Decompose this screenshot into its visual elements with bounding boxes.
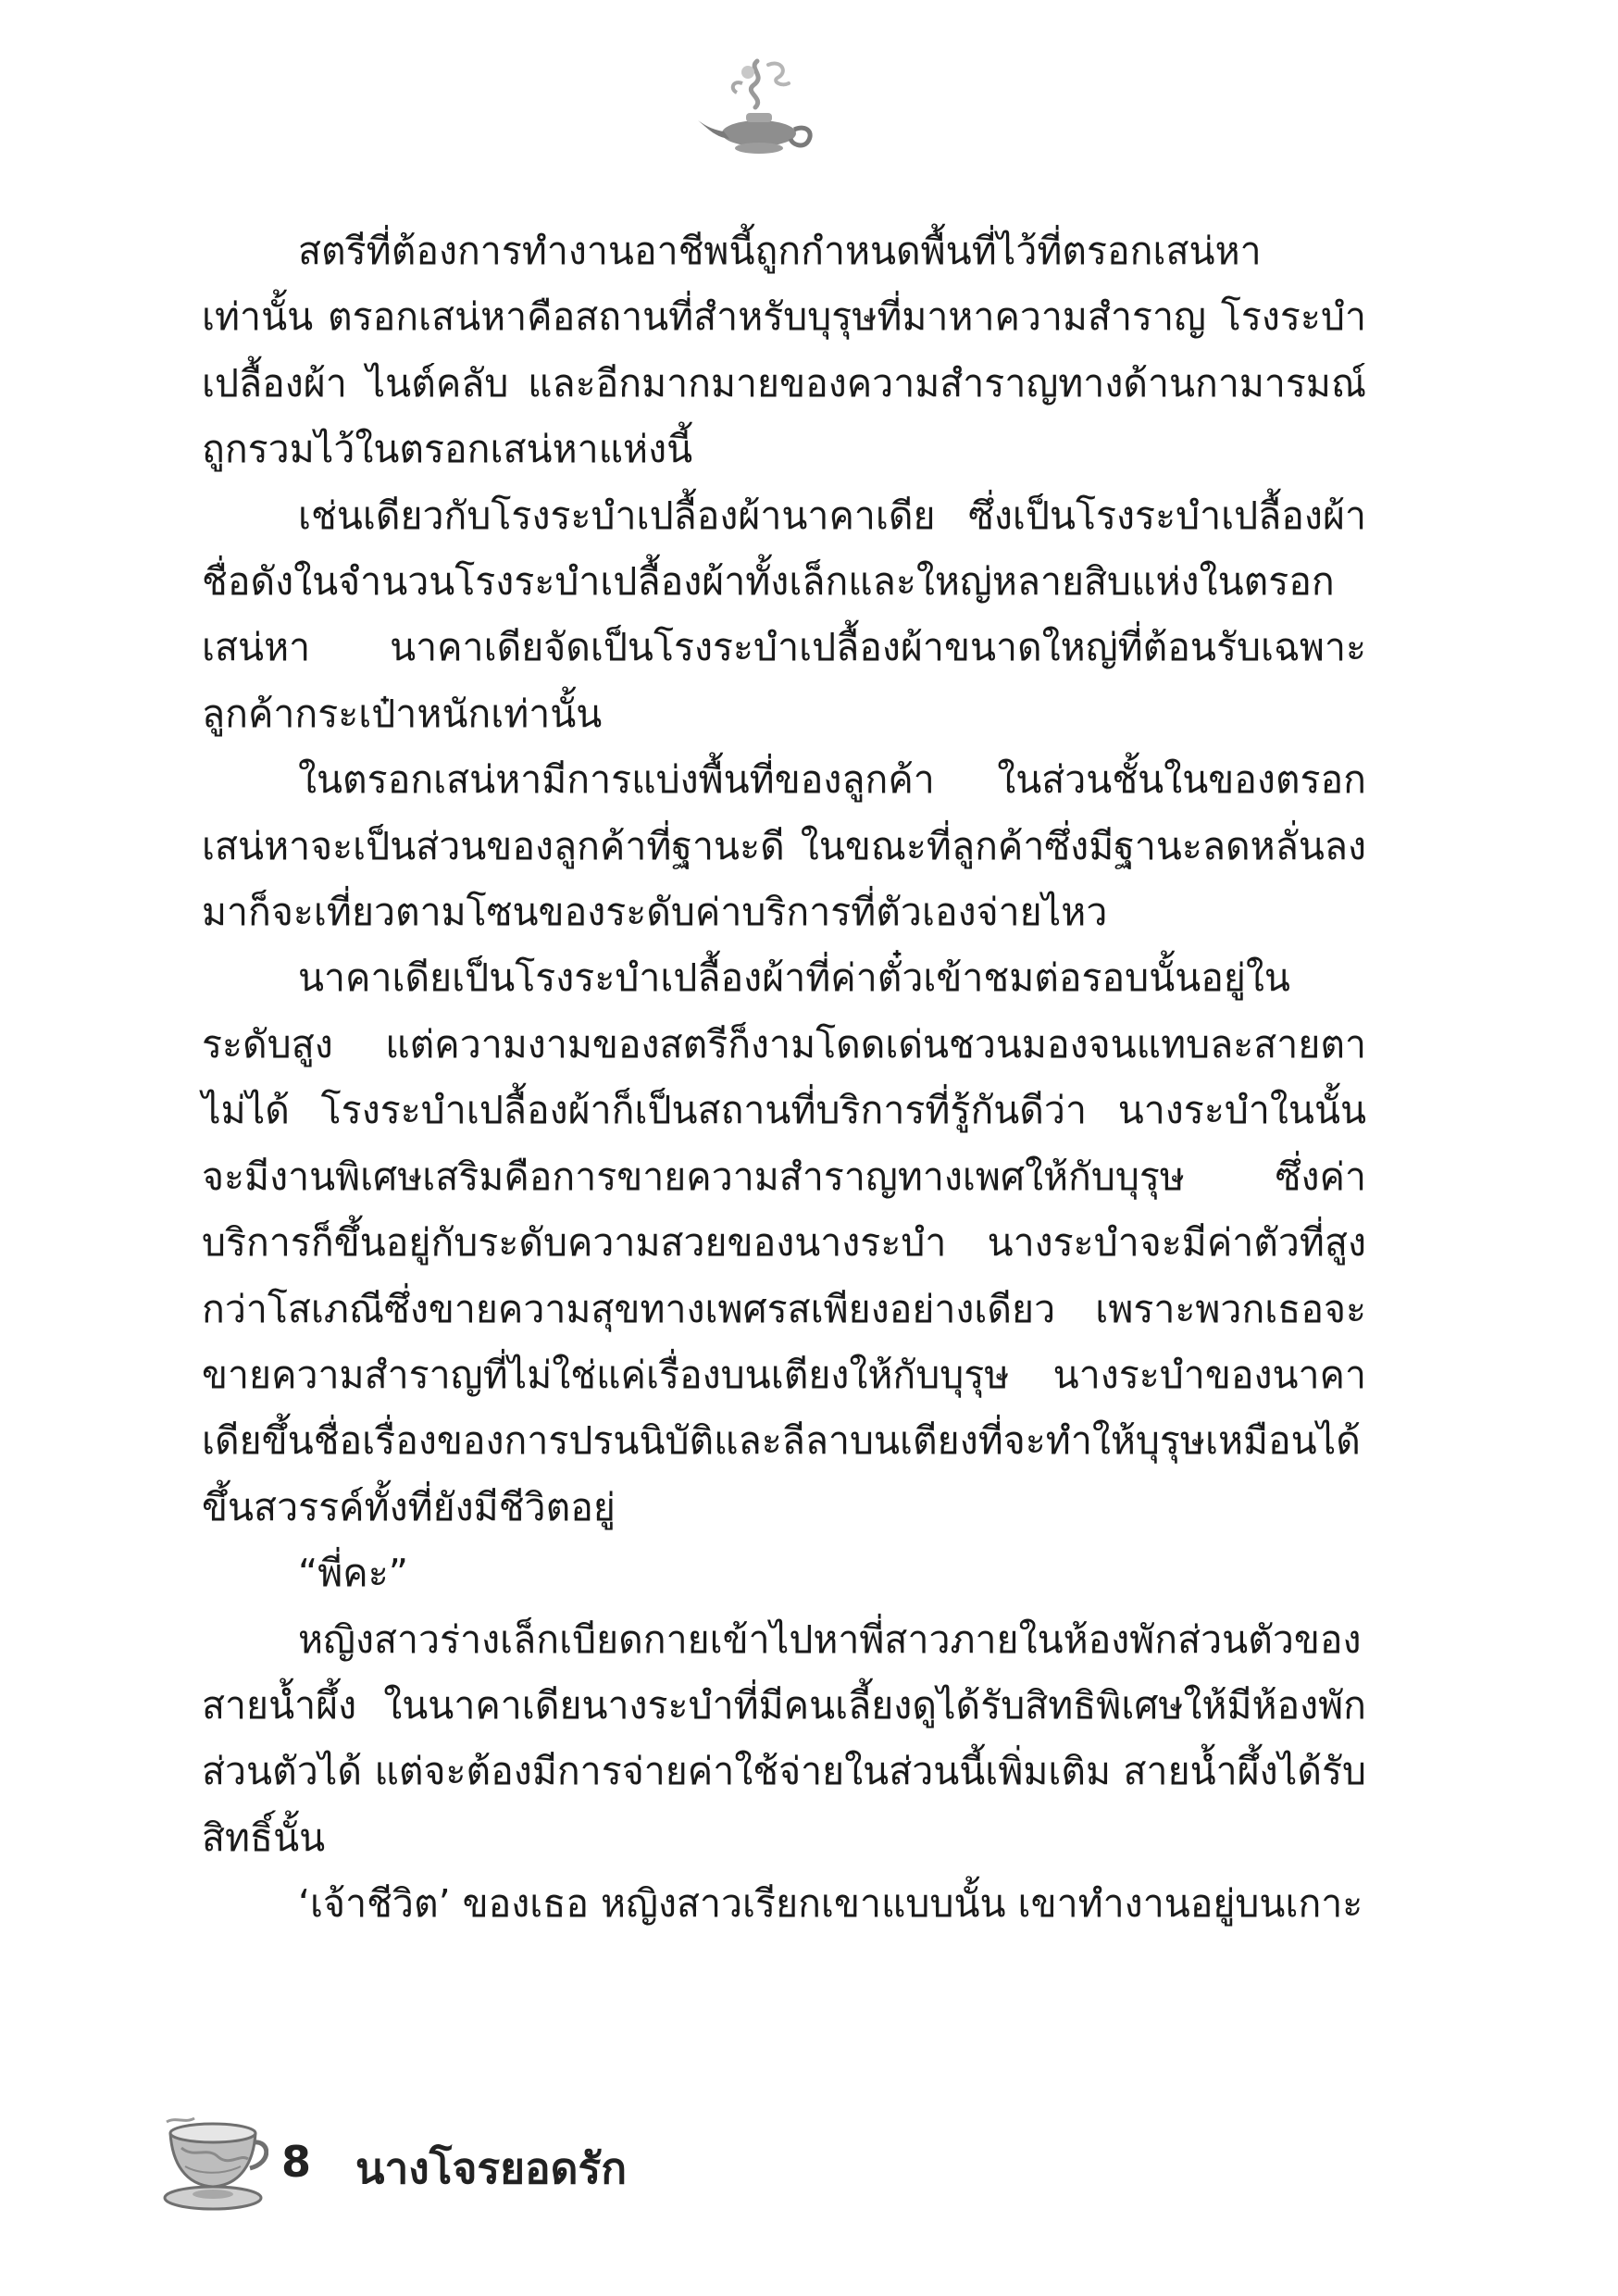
- body-text: [202, 218, 1366, 1938]
- paragraph: นาคาเดียเป็นโรงระบำเปลื้องผ้าที่ค่าตั๋วเข้าชมต่อรอบนั้นอยู่ในระดับสูง แต่ความงามของสตรีก็งามโดดเด่นชวนมองจนแทบละสายตาไม่ได้ โรงระบำเปลื้องผ้าก็เป็นสถานที่บริการที่รู้กันดีว่า นางระบำในนั้นจะมีงานพิเศษเสริมคือการขายความสำราญทางเพศให้กับบุรุษ ซึ่งค่าบริการก็ขึ้นอยู่กับระดับความสวยของนางระบำ นางระบำจะมีค่าตัวที่สูงกว่าโสเภณีซึ่งขายความสุขทางเพศรสเพียงอย่างเดียว เพราะพวกเธอจะขายความสำราญที่ไม่ใช่แค่เรื่องบนเตียงให้กับบุรุษ นางระบำของนาคาเดียขึ้นชื่อเรื่องของการปรนนิบัติและลีลาบนเตียงที่จะทำให้บุรุษเหมือนได้ขึ้นสวรรค์ทั้งที่ยังมีชีวิตอยู่: [202, 955, 1366, 1529]
- genie-lamp-icon: [692, 56, 822, 159]
- page-number: 8: [281, 2137, 312, 2187]
- dialogue-line: “พี่คะ”: [298, 1551, 408, 1596]
- paragraph: สตรีที่ต้องการทำงานอาชีพนี้ถูกกำหนดพื้นที่ไว้ที่ตรอกเสน่หาเท่านั้น ตรอกเสน่หาคือสถานที่สำหรับบุรุษที่มาหาความสำราญ โรงระบำเปลื้องผ้า ไนต์คลับ และอีกมากมายของความสำราญทางด้านกามารมณ์ถูกรวมไว้ในตรอกเสน่หาแห่งนี้: [202, 229, 1366, 472]
- book-title: นางโจรยอดรัก: [355, 2143, 628, 2193]
- page-footer: [157, 2102, 990, 2240]
- teacup-icon: [157, 2102, 268, 2222]
- paragraph: ในตรอกเสน่หามีการแบ่งพื้นที่ของลูกค้า ในส่วนชั้นในของตรอกเสน่หาจะเป็นส่วนของลูกค้าที่ฐานะดี ในขณะที่ลูกค้าซึ่งมีฐานะลดหลั่นลงมาก็จะเที่ยวตามโซนของระดับค่าบริการที่ตัวเองจ่ายไหว: [202, 757, 1366, 935]
- paragraph: ‘เจ้าชีวิต’ ของเธอ หญิงสาวเรียกเขาแบบนั้น เขาทำงานอยู่บนเกาะ: [298, 1881, 1363, 1927]
- paragraph: หญิงสาวร่างเล็กเบียดกายเข้าไปหาพี่สาวภายในห้องพักส่วนตัวของสายน้ำผึ้ง ในนาคาเดียนางระบำที่มีคนเลี้ยงดูได้รับสิทธิพิเศษให้มีห้องพักส่วนตัวได้ แต่จะต้องมีการจ่ายค่าใช้จ่ายในส่วนนี้เพิ่มเติม สายน้ำผึ้งได้รับสิทธิ์นั้น: [202, 1616, 1366, 1860]
- paragraph: เช่นเดียวกับโรงระบำเปลื้องผ้านาคาเดีย ซึ่งเป็นโรงระบำเปลื้องผ้าชื่อดังในจำนวนโรงระบำเปลื้องผ้าทั้งเล็กและใหญ่หลายสิบแห่งในตรอกเสน่หา นาคาเดียจัดเป็นโรงระบำเปลื้องผ้าขนาดใหญ่ที่ต้อนรับเฉพาะลูกค้ากระเป๋าหนักเท่านั้น: [202, 493, 1366, 736]
